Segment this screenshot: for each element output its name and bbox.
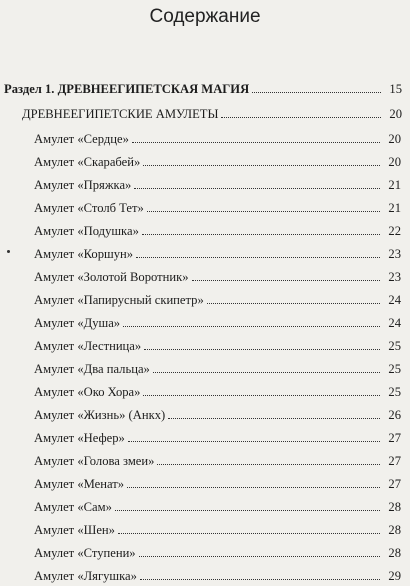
toc-leader-dots <box>153 363 380 373</box>
toc-entry-label: Амулет «Голова змеи» <box>34 454 155 468</box>
toc-leader-dots <box>144 340 380 350</box>
toc-entry-label: Раздел 1. ДРЕВНЕЕГИПЕТСКАЯ МАГИЯ <box>4 82 250 96</box>
toc-entry-label: Амулет «Нефер» <box>34 431 125 445</box>
toc-entry-page: 25 <box>388 362 401 376</box>
toc-entry-page: 24 <box>388 316 401 330</box>
toc-entry-page: 15 <box>389 82 402 96</box>
toc-entry-label: Амулет «Шен» <box>34 523 115 537</box>
toc-item-entry <box>34 521 401 539</box>
toc-entry-label: Амулет «Золотой Воротник» <box>34 270 189 284</box>
toc-entry-page: 25 <box>388 339 401 353</box>
toc-entry-page: 27 <box>388 477 401 491</box>
toc-leader-dots <box>147 202 380 212</box>
toc-entry-page: 20 <box>388 132 401 146</box>
toc-leader-dots <box>192 271 380 281</box>
toc-entry-page: 21 <box>388 178 401 192</box>
toc-item-entry <box>34 383 401 401</box>
toc-item-entry <box>34 245 401 263</box>
toc-entry-label: Амулет «Скарабей» <box>34 155 141 169</box>
toc-leader-dots <box>115 501 380 511</box>
toc-section-entry <box>4 80 402 98</box>
toc-leader-dots <box>207 294 380 304</box>
toc-entry-page: 23 <box>388 247 401 261</box>
toc-entry-page: 29 <box>388 569 401 583</box>
toc-leader-dots <box>118 524 380 534</box>
toc-entry-page: 27 <box>388 431 401 445</box>
toc-item-entry <box>34 475 401 493</box>
toc-leader-dots <box>136 248 380 258</box>
toc-item-entry <box>34 222 401 240</box>
toc-leader-dots <box>132 133 380 143</box>
toc-leader-dots <box>140 570 380 580</box>
toc-item-entry <box>34 360 401 378</box>
toc-entry-label: Амулет «Столб Тет» <box>34 201 144 215</box>
toc-entry-label: Амулет «Лягушка» <box>34 569 137 583</box>
toc-leader-dots <box>157 455 380 465</box>
toc-entry-page: 21 <box>388 201 401 215</box>
toc-entry-label: ДРЕВНЕЕГИПЕТСКИЕ АМУЛЕТЫ <box>22 107 219 121</box>
page-title: Содержание <box>149 6 261 27</box>
toc-entry-page: 24 <box>388 293 401 307</box>
toc-entry-page: 28 <box>388 546 401 560</box>
toc-item-entry <box>34 314 401 332</box>
toc-entry-label: Амулет «Сердце» <box>34 132 129 146</box>
toc-entry-page: 25 <box>388 385 401 399</box>
toc-entry-page: 22 <box>388 224 401 238</box>
toc-entry-label: Амулет «Папирусный скипетр» <box>34 293 204 307</box>
toc-item-entry <box>34 406 401 424</box>
toc-leader-dots <box>221 108 381 118</box>
toc-leader-dots <box>127 478 380 488</box>
toc-item-entry <box>34 452 401 470</box>
toc-leader-dots <box>143 386 380 396</box>
toc-entry-label: Амулет «Коршун» <box>34 247 134 261</box>
toc-leader-dots <box>168 409 380 419</box>
margin-dot <box>7 250 10 253</box>
toc-entry-label: Амулет «Ступени» <box>34 546 136 560</box>
toc-item-entry <box>34 337 401 355</box>
toc-item-entry <box>34 291 401 309</box>
toc-item-entry <box>34 567 401 585</box>
toc-entry-label: Амулет «Жизнь» (Анкх) <box>34 408 166 422</box>
toc-entry-page: 27 <box>388 454 401 468</box>
toc-leader-dots <box>139 547 380 557</box>
toc-leader-dots <box>128 432 380 442</box>
toc-entry-label: Амулет «Менат» <box>34 477 125 491</box>
toc-item-entry <box>34 429 401 447</box>
toc-entry-page: 28 <box>388 523 401 537</box>
toc-leader-dots <box>123 317 380 327</box>
toc-item-entry <box>34 498 401 516</box>
toc-item-entry <box>34 268 401 286</box>
toc-entry-label: Амулет «Душа» <box>34 316 121 330</box>
toc-item-entry <box>34 153 401 171</box>
toc-leader-dots <box>142 225 380 235</box>
toc-leader-dots <box>252 83 381 93</box>
toc-entry-label: Амулет «Пряжка» <box>34 178 132 192</box>
toc-entry-label: Амулет «Подушка» <box>34 224 139 238</box>
toc-leader-dots <box>143 156 380 166</box>
toc-entry-page: 26 <box>388 408 401 422</box>
toc-entry-page: 20 <box>389 107 402 121</box>
toc-entry-label: Амулет «Сам» <box>34 500 112 514</box>
toc-subsection-entry <box>22 105 402 123</box>
toc-item-entry <box>34 199 401 217</box>
toc-item-entry <box>34 130 401 148</box>
toc-leader-dots <box>134 179 380 189</box>
toc-item-entry <box>34 176 401 194</box>
toc-entry-label: Амулет «Лестница» <box>34 339 142 353</box>
toc-entry-label: Амулет «Око Хора» <box>34 385 141 399</box>
toc-entry-label: Амулет «Два пальца» <box>34 362 150 376</box>
toc-entry-page: 20 <box>388 155 401 169</box>
toc-item-entry <box>34 544 401 562</box>
toc-entry-page: 28 <box>388 500 401 514</box>
toc-entry-page: 23 <box>388 270 401 284</box>
